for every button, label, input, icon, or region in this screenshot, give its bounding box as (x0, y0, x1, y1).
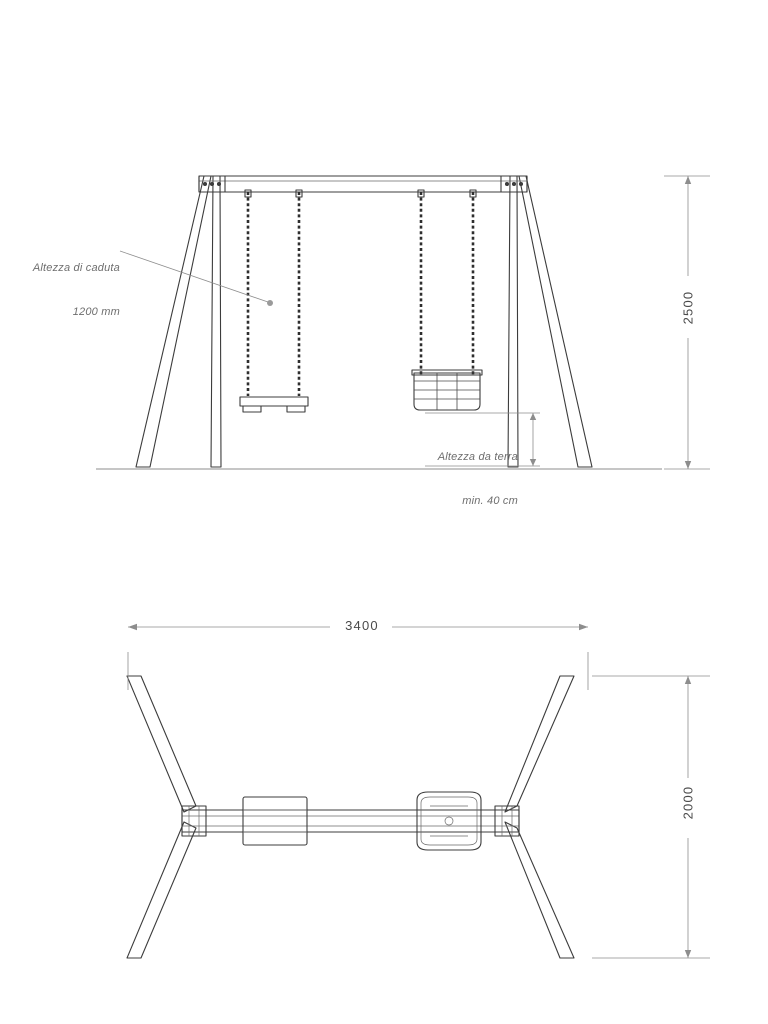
plan-flat-seat (243, 797, 307, 845)
flat-swing (240, 190, 308, 412)
baby-swing (412, 190, 482, 410)
leg-front-left (136, 176, 211, 467)
fall-height-line-1: Altezza di caduta (32, 261, 120, 274)
beam-bracket-right (501, 176, 527, 192)
plan-leg-left-lower (127, 822, 196, 958)
fall-height-line-2: 1200 mm (72, 306, 120, 319)
leg-front-right (519, 176, 592, 467)
flat-seat-base-right (287, 406, 305, 412)
ground-clearance-line-2: min. 40 cm (462, 495, 518, 508)
plan-leg-right-lower (505, 822, 574, 958)
flat-seat-base-left (243, 406, 261, 412)
dim-label-overall-width: 3400 (345, 618, 379, 633)
baby-seat-body (414, 373, 480, 410)
overall-width-dim (128, 624, 588, 690)
fall-height-annotation (6, 231, 120, 335)
plan-baby-seat (417, 792, 481, 850)
flat-seat (240, 397, 308, 406)
ground-clearance-annotation (390, 420, 518, 524)
fall-height-leader-dot (267, 300, 273, 306)
plan-leg-left-upper (127, 676, 196, 812)
dim-label-overall-height: 2500 (680, 290, 696, 325)
plan-top-beam (182, 810, 519, 832)
leg-back-left (211, 176, 221, 467)
ground-clearance-line-1: Altezza da terra (437, 450, 518, 463)
plan-view-group (127, 624, 710, 958)
dim-label-overall-depth: 2000 (680, 785, 696, 820)
plan-leg-right-upper (505, 676, 574, 812)
